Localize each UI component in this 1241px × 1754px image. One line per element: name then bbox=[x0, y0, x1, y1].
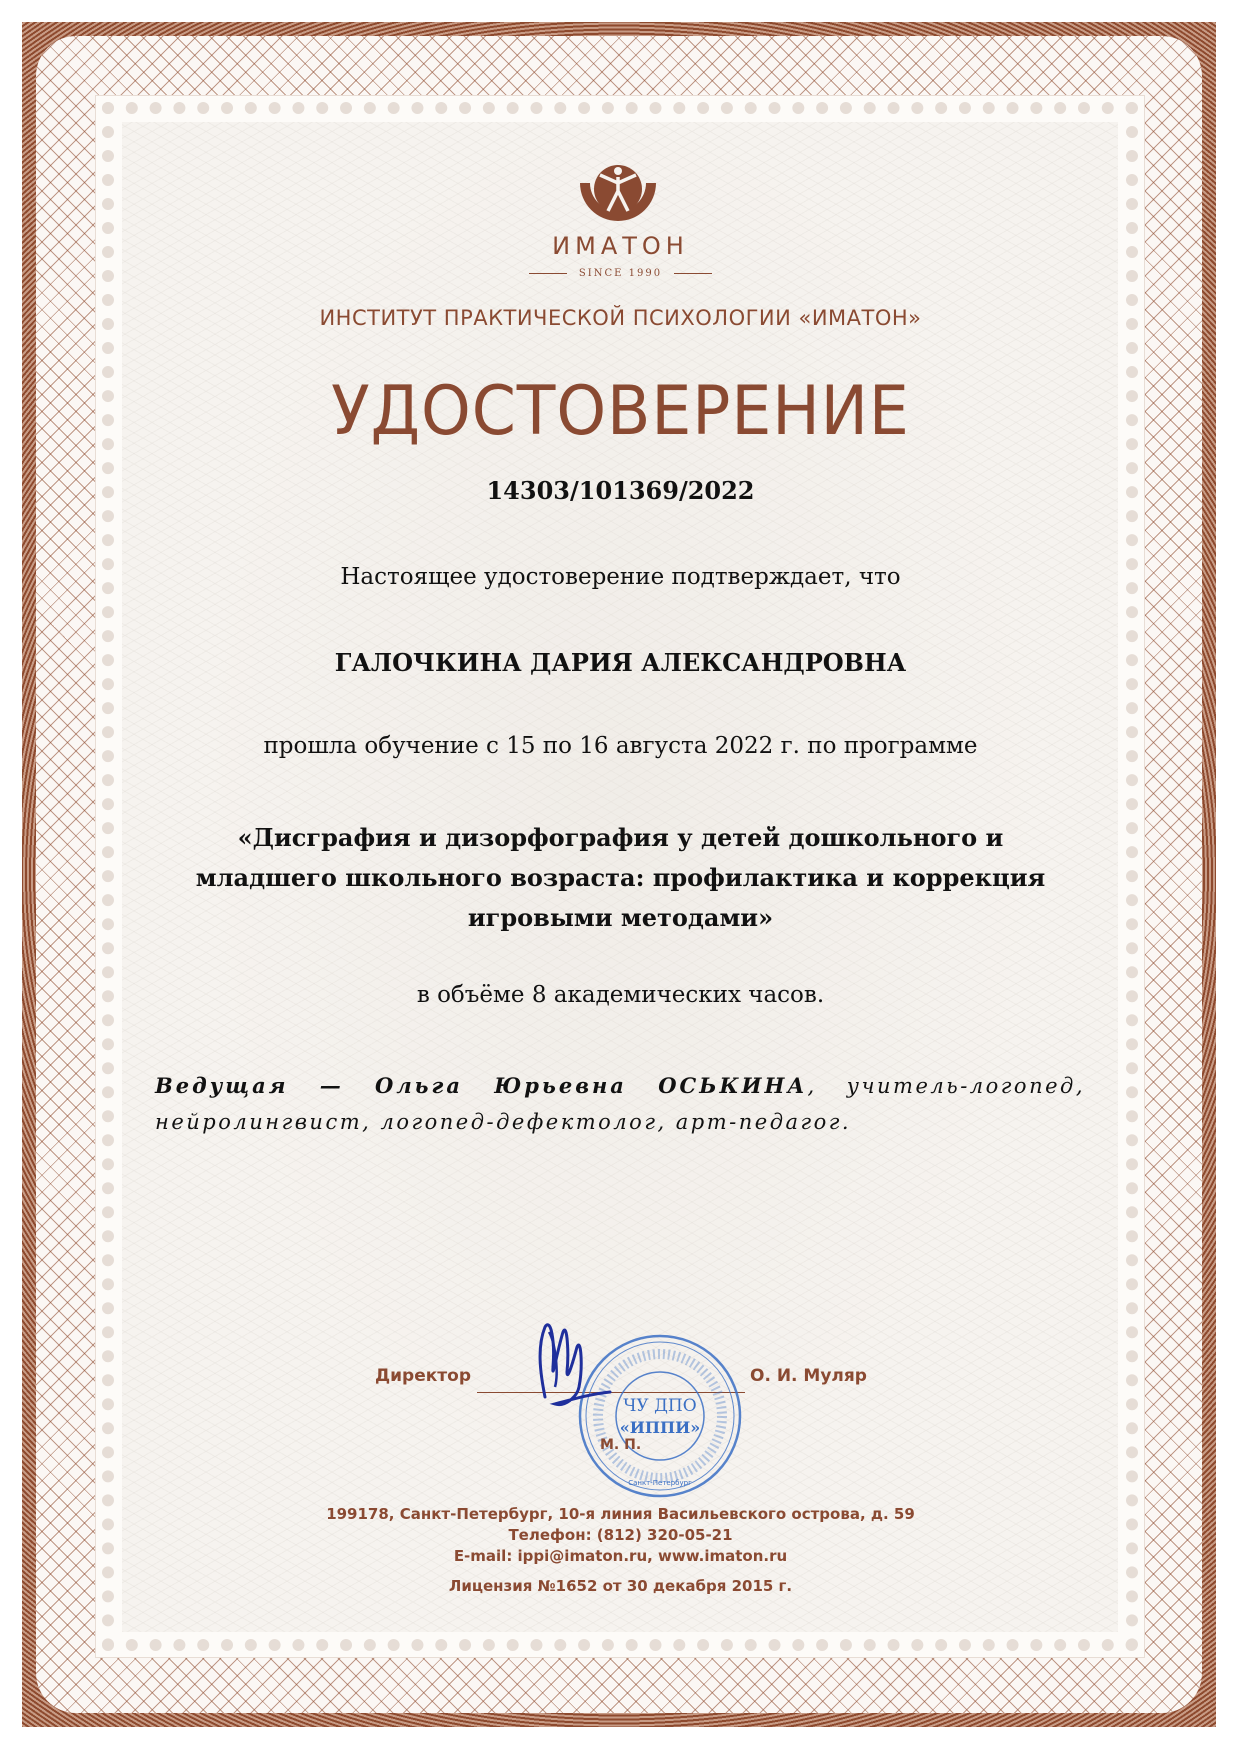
program-line: игровыми методами» bbox=[467, 903, 774, 932]
institute-name: ИНСТИТУТ ПРАКТИЧЕСКОЙ ПСИХОЛОГИИ «ИМАТОН» bbox=[319, 306, 922, 330]
license: Лицензия №1652 от 30 декабря 2015 г. bbox=[448, 1577, 793, 1595]
lecturer-titles: , учитель-логопед, нейролингвист, логопед-дефектолог, арт-педагог. bbox=[155, 1074, 1086, 1134]
contacts: E-mail: ippi@imaton.ru, www.imaton.ru bbox=[453, 1547, 788, 1565]
logo-since bbox=[0, 268, 1241, 279]
program-title bbox=[0, 818, 1241, 938]
hours-text: в объёме 8 академических часов. bbox=[416, 982, 825, 1008]
confirmation-text: Настоящее удостоверение подтверждает, что bbox=[340, 564, 901, 590]
stamp-center-line: «ИППИ» bbox=[619, 1418, 701, 1437]
logo-wordmark: ИМАТОН bbox=[552, 232, 689, 260]
director-name: О. И. Муляр bbox=[750, 1366, 867, 1386]
lecturer-info bbox=[155, 1068, 1085, 1140]
address: 199178, Санкт-Петербург, 10-я линия Васильевского острова, д. 59 bbox=[326, 1505, 915, 1523]
director-label: Директор bbox=[375, 1366, 471, 1386]
stamp-center-line: ЧУ ДПО bbox=[623, 1396, 697, 1416]
stamp-city: Санкт-Петербург bbox=[628, 1479, 692, 1487]
divider bbox=[674, 273, 712, 274]
certificate-title: УДОСТОВЕРЕНИЕ bbox=[331, 372, 910, 451]
seal-mark: М. П. bbox=[600, 1437, 642, 1453]
training-dates: прошла обучение с 15 по 16 августа 2022 г. по программе bbox=[263, 733, 978, 759]
since-text: SINCE 1990 bbox=[578, 268, 663, 279]
program-line: «Дисграфия и дизорфография у детей дошкольного и bbox=[237, 823, 1004, 852]
lecturer-name: Ведущая — Ольга Юрьевна ОСЬКИНА bbox=[155, 1073, 808, 1098]
phone: Телефон: (812) 320-05-21 bbox=[508, 1526, 733, 1544]
program-line: младшего школьного возраста: профилактика и коррекция bbox=[195, 863, 1046, 892]
imaton-figure-logo-icon bbox=[578, 163, 658, 231]
recipient-name: ГАЛОЧКИНА ДАРИЯ АЛЕКСАНДРОВНА bbox=[334, 648, 907, 677]
handwritten-signature-icon bbox=[515, 1312, 625, 1422]
certificate-number: 14303/101369/2022 bbox=[486, 476, 755, 505]
divider bbox=[529, 273, 567, 274]
